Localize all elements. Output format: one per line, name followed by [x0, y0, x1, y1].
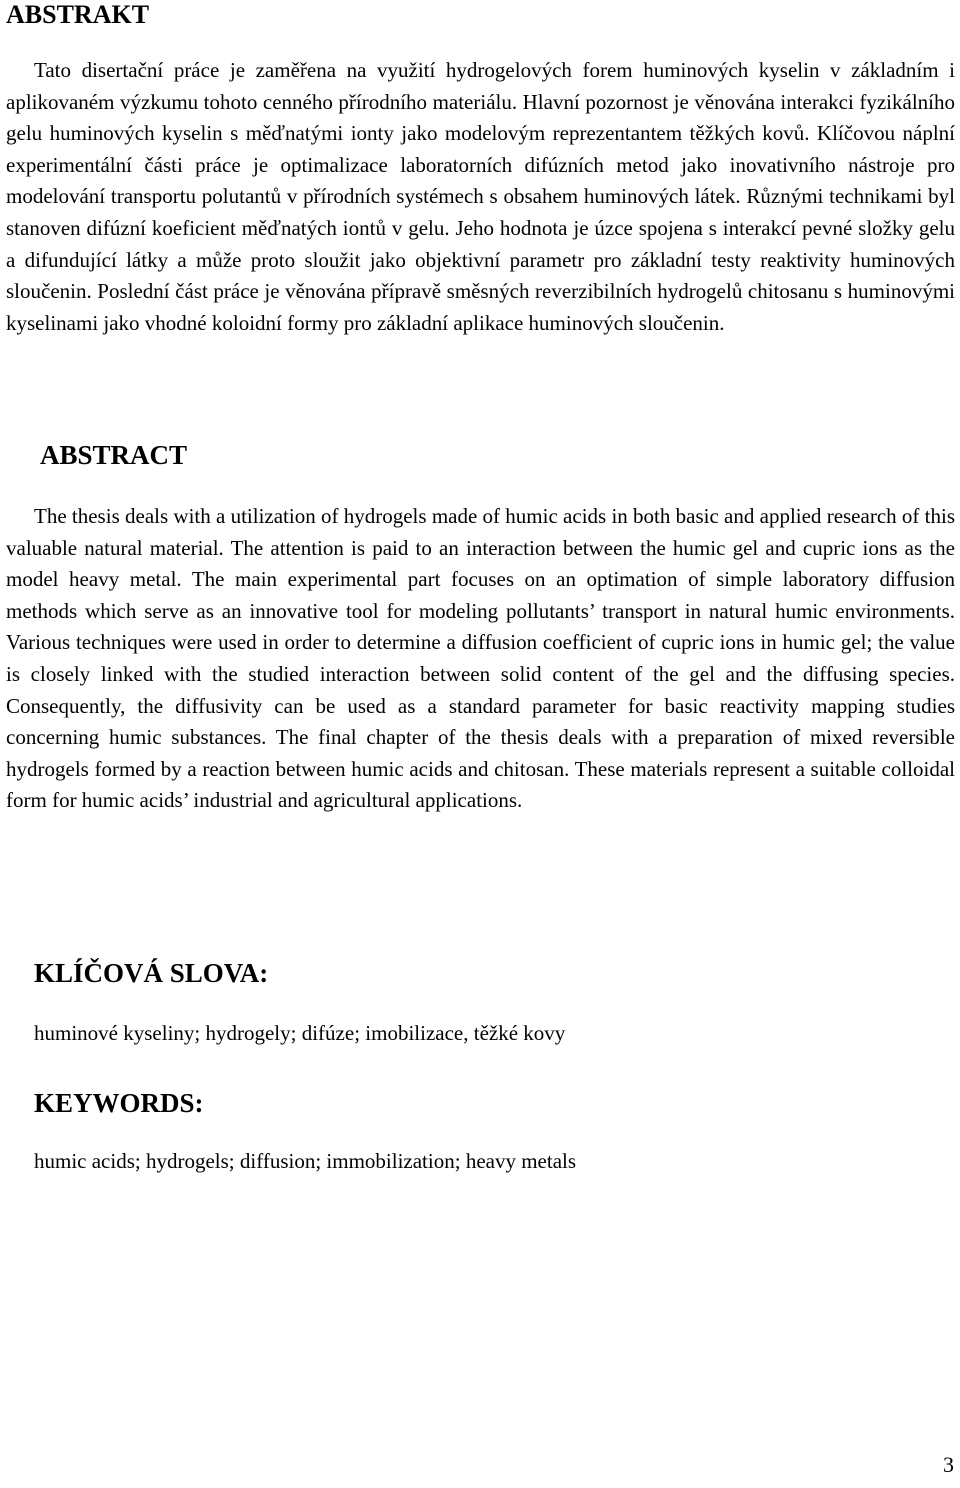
abstrakt-heading: ABSTRAKT	[6, 0, 150, 29]
abstract-heading: ABSTRACT	[40, 440, 188, 470]
klicova-slova-text: huminové kyseliny; hydrogely; difúze; imobilizace, těžké kovy	[34, 1021, 566, 1045]
abstract-paragraph: The thesis deals with a utilization of hydrogels made of humic acids in both basic and applied research of this valuable natural material. The attention is paid to an interaction between the humic gel and cupric ions as the model heavy metal. The main experimental part focuses on an optimation of simple laboratory diffusion methods which serve as an innovative tool for modeling pollutants’ transport in natural humic environments. Various techniques were used in order to determine a diffusion coefficient of cupric ions in humic gel; the value is closely linked with the studied interaction between solid content of the gel and the diffusing species. Consequently, the diffusivity can be used as a standard parameter for basic reactivity mapping studies concerning humic substances. The final chapter of the thesis deals with a preparation of mixed reversible hydrogels formed by a reaction between humic acids and chitosan. These materials represent a suitable colloidal form for humic acids’ industrial and agricultural applications.	[6, 504, 955, 813]
page-number: 3	[943, 1452, 954, 1477]
abstrakt-paragraph: Tato disertační práce je zaměřena na využití hydrogelových forem huminových kyselin v základním i aplikovaném výzkumu tohoto cenného přírodního materiálu. Hlavní pozornost je věnována interakci fyzikálního gelu huminových kyselin s měďnatými ionty jako modelovým reprezentantem těžkých kovů. Klíčovou náplní experimentální části práce je optimalizace laboratorních difúzních metod jako inovativního nástroje pro modelování transportu polutantů v přírodních systémech s obsahem huminových látek. Různými technikami byl stanoven difúzní koeficient měďnatých iontů v gelu. Jeho hodnota je úzce spojena s interakcí pevné složky gelu a difundující látky a může proto sloužit jako objektivní parametr pro základní testy reaktivity huminových sloučenin. Poslední část práce je věnována přípravě směsných reverzibilních hydrogelů chitosanu s huminovými kyselinami jako vhodné koloidní formy pro základní aplikace huminových sloučenin.	[6, 58, 955, 335]
keywords-heading: KEYWORDS:	[34, 1088, 204, 1118]
keywords-text: humic acids; hydrogels; diffusion; immobilization; heavy metals	[34, 1149, 577, 1173]
klicova-slova-heading: KLÍČOVÁ SLOVA:	[34, 958, 269, 988]
